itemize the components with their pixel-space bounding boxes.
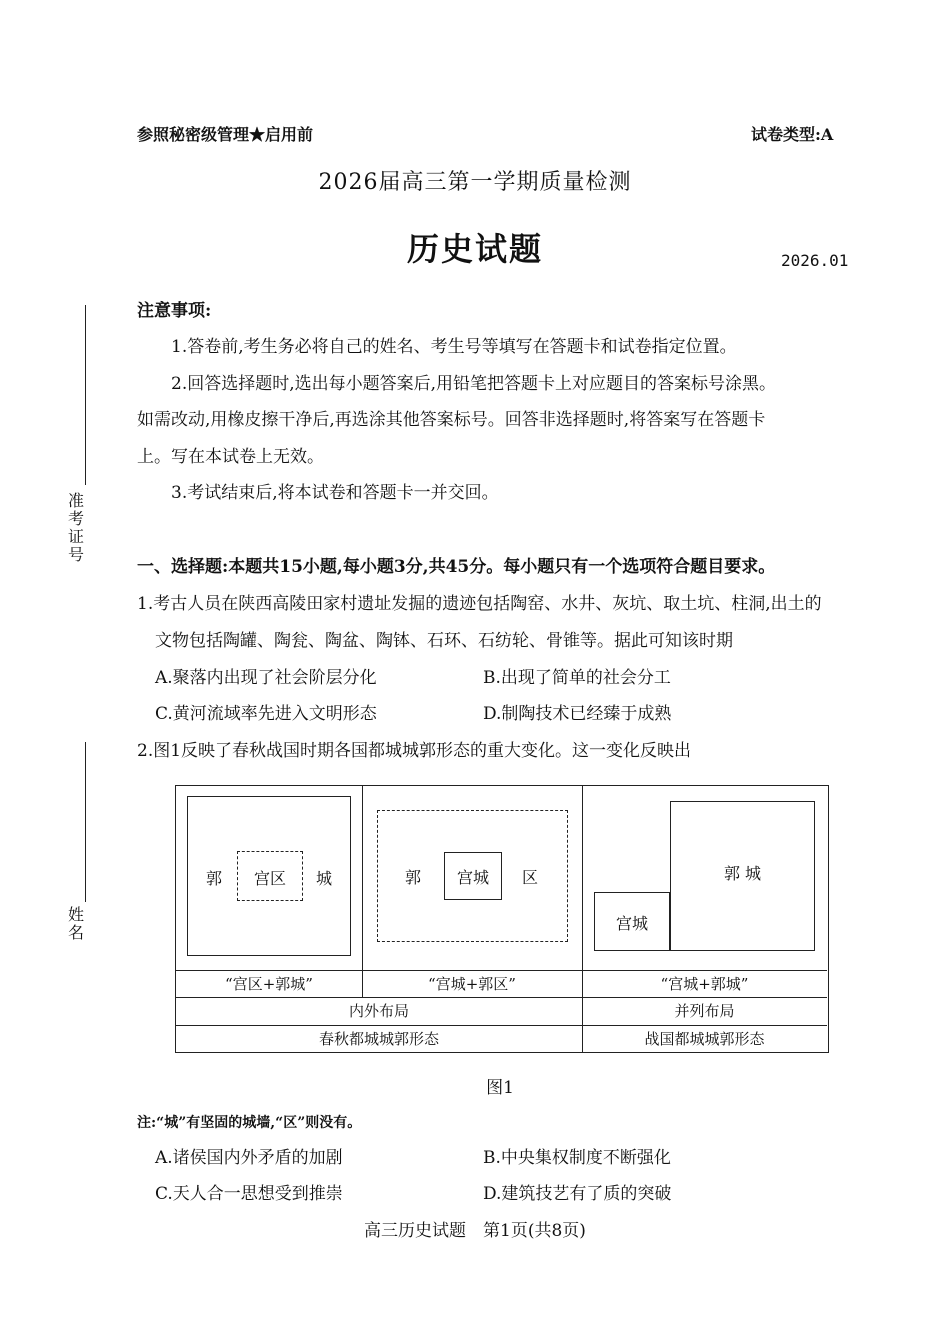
q2-option-b[interactable]: B.中央集权制度不断强化	[483, 1148, 671, 1168]
panel2-inner-label: 宫城	[456, 868, 489, 887]
panel3-outer-label: 郭 城	[723, 864, 762, 883]
notes-item-3: 3.考试结束后,将本试卷和答题卡一并交回。	[171, 483, 499, 503]
name-label: 姓名	[68, 905, 85, 942]
panel3-caption: “宫城+郭城”	[660, 975, 749, 993]
notes-item-1: 1.答卷前,考生务必将自己的姓名、考生号等填写在答题卡和试卷指定位置。	[171, 337, 737, 357]
layout-parallel: 并列布局	[674, 1002, 735, 1020]
period-warring-states: 战国都城城郭形态	[644, 1030, 765, 1048]
panel1-caption: “宫区+郭城”	[225, 975, 313, 993]
exam-id-line	[85, 305, 86, 485]
panel1-inner-label: 宫区	[253, 869, 286, 888]
panel2-right-label: 区	[522, 868, 539, 887]
notes-heading: 注意事项:	[137, 301, 212, 321]
panel2-caption: “宫城+郭区”	[428, 975, 516, 993]
page-footer: 高三历史试题 第1页(共8页)	[364, 1221, 586, 1241]
q1-stem-line-2: 文物包括陶罐、陶瓮、陶盆、陶钵、石环、石纺轮、骨锥等。据此可知该时期	[155, 631, 733, 651]
panel2-left-label: 郭	[405, 868, 422, 887]
name-line	[85, 742, 86, 902]
confidential-label: 参照秘密级管理★启用前	[137, 125, 314, 144]
panel3-inner-label: 宫城	[615, 914, 648, 933]
subject-title: 历史试题	[406, 230, 543, 268]
notes-item-2-line-3: 上。写在本试卷上无效。	[137, 447, 324, 467]
q1-stem-line-1: 1.考古人员在陕西高陵田家村遗址发掘的遗迹包括陶窑、水井、灰坑、取土坑、柱洞,出土的	[137, 594, 822, 614]
notes-item-2-line-2: 如需改动,用橡皮擦干净后,再选涂其他答案标号。回答非选择题时,将答案写在答题卡	[137, 410, 766, 430]
q1-option-b[interactable]: B.出现了简单的社会分工	[483, 668, 671, 688]
panel1-right-label: 城	[316, 869, 333, 888]
q2-option-c[interactable]: C.天人合一思想受到推崇	[155, 1184, 343, 1204]
exam-date: 2026.01	[781, 251, 849, 270]
paper-type-label: 试卷类型:A	[751, 125, 834, 144]
q2-stem: 2.图1反映了春秋战国时期各国都城城郭形态的重大变化。这一变化反映出	[137, 741, 692, 761]
figure-1-title: 图1	[486, 1078, 514, 1098]
q1-option-d[interactable]: D.制陶技术已经臻于成熟	[483, 704, 672, 724]
layout-inner-outer: 内外布局	[348, 1002, 409, 1020]
q1-option-a[interactable]: A.聚落内出现了社会阶层分化	[155, 668, 377, 688]
period-spring-autumn: 春秋都城城郭形态	[318, 1030, 439, 1048]
exam-id-label: 准考证号	[68, 491, 85, 564]
section-1-heading: 一、选择题:本题共15小题,每小题3分,共45分。每小题只有一个选项符合题目要求。	[137, 557, 776, 577]
notes-item-2-line-1: 2.回答选择题时,选出每小题答案后,用铅笔把答题卡上对应题目的答案标号涂黑。	[171, 374, 777, 394]
figure-divider-1	[362, 786, 363, 998]
panel1-left-label: 郭	[206, 869, 223, 888]
q2-note: 注:“城”有坚固的城墙,“区”则没有。	[137, 1115, 362, 1131]
q1-option-c[interactable]: C.黄河流域率先进入文明形态	[155, 704, 377, 724]
figure-1	[175, 785, 829, 1053]
q2-option-d[interactable]: D.建筑技艺有了质的突破	[483, 1184, 672, 1204]
q2-option-a[interactable]: A.诸侯国内外矛盾的加剧	[155, 1148, 343, 1168]
exam-name: 2026届高三第一学期质量检测	[318, 170, 632, 195]
